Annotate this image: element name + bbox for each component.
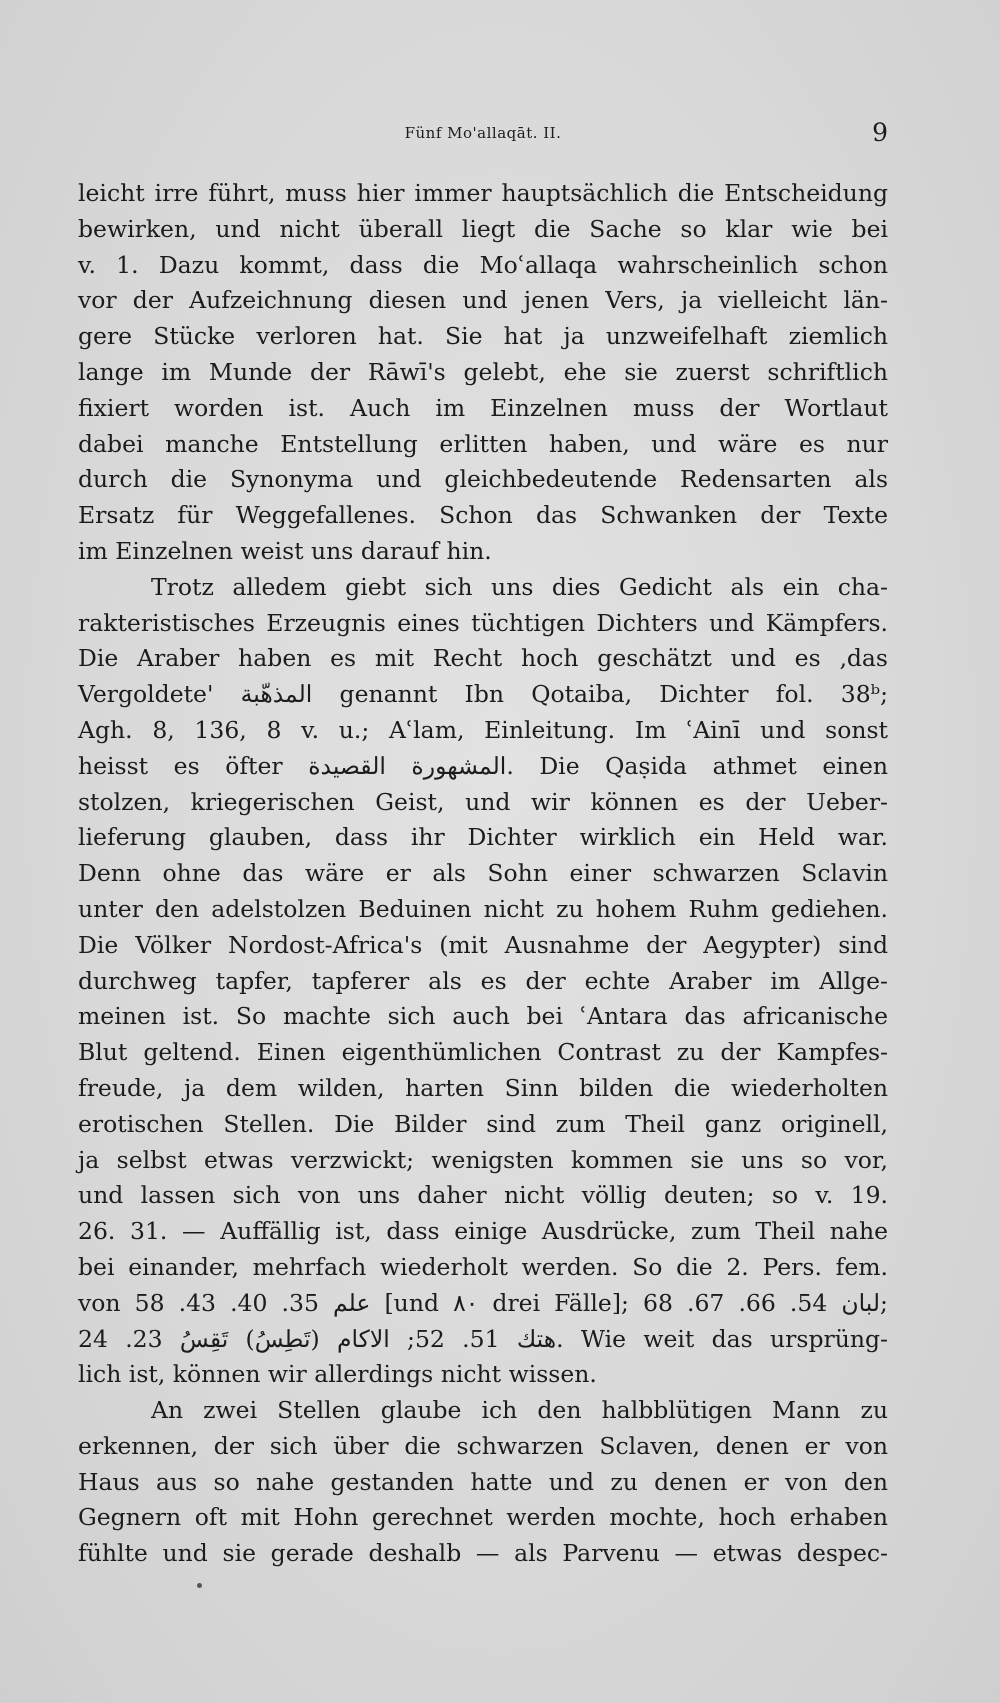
text-line: stolzen, kriegerischen Geist, und wir können es der Ueber- [78,787,888,816]
page-number: 9 [872,118,888,147]
text-line: Vergoldete' المذهّبة genannt Ibn Qotaiba, Dichter fol. 38ᵇ; [78,680,888,709]
text-line: Gegnern oft mit Hohn gerechnet werden mochte, hoch erhaben [78,1503,888,1532]
text-line: bei einander, mehrfach wiederholt werden. So die 2. Pers. fem. [78,1252,888,1281]
text-line: Die Völker Nordost-Africa's (mit Ausnahme der Aegypter) sind [78,930,888,959]
text-line: durch die Synonyma und gleichbedeutende Redensarten als [78,465,888,494]
text-line: unter den adelstolzen Beduinen nicht zu hohem Ruhm gediehen. [78,894,888,923]
text-line: fühlte und sie gerade deshalb — als Parvenu — etwas despec- [78,1539,888,1568]
paragraph-end-line: im Einzelnen weist uns darauf hin. [78,536,492,565]
paragraph-end-line: lich ist, können wir allerdings nicht wissen. [78,1360,597,1389]
text-line: lange im Munde der Rāwī's gelebt, ehe sie zuerst schriftlich [78,357,888,386]
text-line: Blut geltend. Einen eigenthümlichen Contrast zu der Kampfes- [78,1038,888,1067]
text-line: v. 1. Dazu kommt, dass die Moʿallaqa wahrscheinlich schon [78,250,888,279]
running-title: Fünf Mo'allaqāt. II. [404,124,562,142]
text-line: vor der Aufzeichnung diesen und jenen Vers, ja vielleicht län- [78,286,888,315]
text-line: und lassen sich von uns daher nicht völlig deuten; so v. 19. [78,1181,888,1210]
ink-speck [197,1583,202,1588]
text-line: ja selbst etwas verzwickt; wenigsten kommen sie uns so vor, [78,1145,888,1174]
text-line: erkennen, der sich über die schwarzen Sclaven, denen er von [78,1431,888,1460]
text-line: freude, ja dem wilden, harten Sinn bilden die wiederholten [78,1073,888,1102]
text-line: leicht irre führt, muss hier immer hauptsächlich die Entscheidung [78,179,888,207]
text-line: lieferung glauben, dass ihr Dichter wirklich ein Held war. [78,823,888,852]
text-line: Denn ohne das wäre er als Sohn einer schwarzen Sclavin [78,859,888,888]
running-head [78,118,888,148]
text-line: fixiert worden ist. Auch im Einzelnen muss der Wortlaut [78,393,888,422]
paragraph-start-line: An zwei Stellen glaube ich den halbblütigen Mann zu [151,1396,888,1425]
text-line: gere Stücke verloren hat. Sie hat ja unzweifelhaft ziemlich [78,322,888,351]
text-line: durchweg tapfer, tapferer als es der echte Araber im Allge- [78,966,888,995]
paragraph-start-line: Trotz alledem giebt sich uns dies Gedicht als ein cha- [151,572,888,601]
body-text [78,176,888,1572]
text-line: erotischen Stellen. Die Bilder sind zum Theil ganz originell, [78,1109,888,1138]
text-line: Ersatz für Weggefallenes. Schon das Schwanken der Texte [78,501,888,530]
text-line: bewirken, und nicht überall liegt die Sache so klar wie bei [78,214,888,243]
text-line: Haus aus so nahe gestanden hatte und zu denen er von den [78,1467,888,1496]
text-line: rakteristisches Erzeugnis eines tüchtigen Dichters und Kämpfers. [78,608,888,637]
text-line: dabei manche Entstellung erlitten haben, und wäre es nur [78,429,888,458]
text-line: von علم 35. 40. 43. 58 [und ٨٠ drei Fälle]; لبان 54. 66. 67. 68; [78,1288,888,1317]
text-line: Agh. 8, 136, 8 v. u.; Aʿlam, Einleitung. Im ʿAinī und sonst [78,715,888,744]
text-line: heisst es öfter المشهورة القصيدة. Die Qaṣida athmet einen [78,751,888,780]
text-line: هتك 51. 52; الاكام (تَطِسُ) تَقِسُ 23. 24. Wie weit das ursprüng- [78,1324,888,1353]
text-line: meinen ist. So machte sich auch bei ʿAntara das africanische [78,1002,888,1031]
text-line: 26. 31. — Auffällig ist, dass einige Ausdrücke, zum Theil nahe [78,1217,888,1246]
text-line: Die Araber haben es mit Recht hoch geschätzt und es ‚das [78,644,888,673]
